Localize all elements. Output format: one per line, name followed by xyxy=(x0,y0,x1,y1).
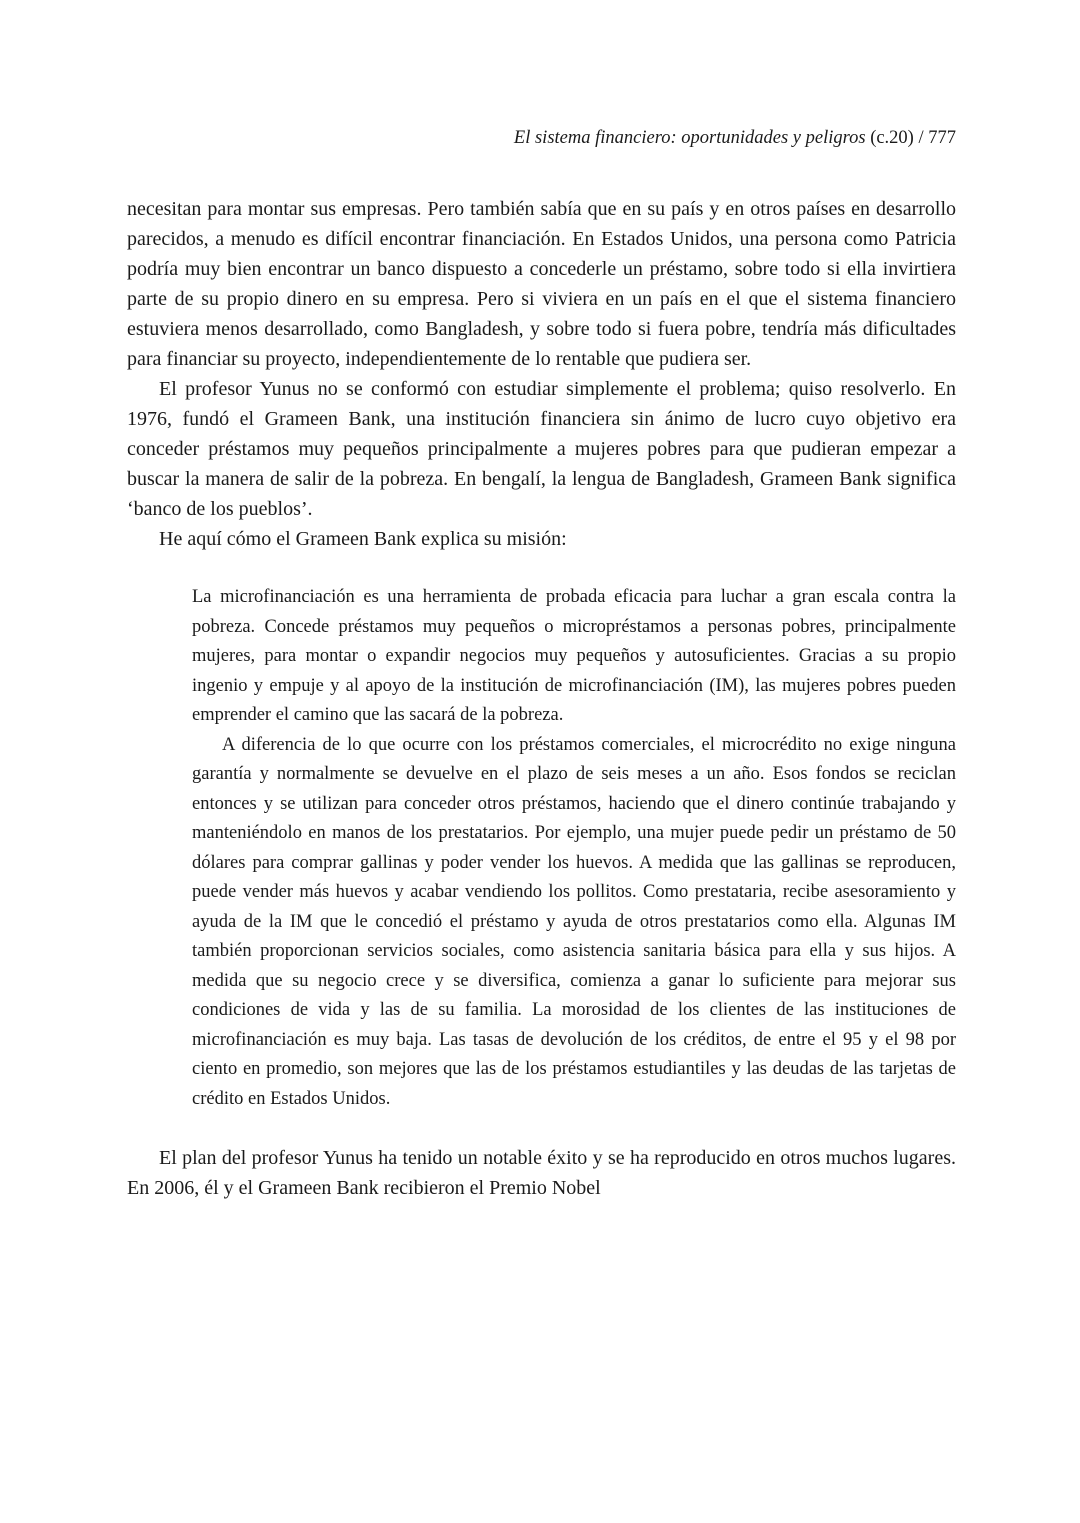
blockquote-grameen-mission xyxy=(192,583,956,1114)
blockquote-paragraph-1: La microfinanciación es una herramienta de probada eficacia para luchar a gran escala contra la pobreza. Concede préstamos muy pequeños o micropréstamos a personas pobres, principalmente mujeres, para montar o expandir negocios muy pequeños y autosuficientes. Gracias a su propio ingenio y empuje y al apoyo de la institución de microfinanciación (IM), las mujeres pobres pueden emprender el camino que las sacará de la pobreza. xyxy=(192,587,956,725)
running-header-page-number: (c.20) / 777 xyxy=(865,128,956,148)
paragraph-nobel: El plan del profesor Yunus ha tenido un notable éxito y se ha reproducido en otros muchos lugares. En 2006, él y el Grameen Bank recibieron el Premio Nobel xyxy=(127,1147,956,1199)
paragraph-yunus: El profesor Yunus no se conformó con estudiar simplemente el problema; quiso resolverlo. En 1976, fundó el Grameen Bank, una institución financiera sin ánimo de lucro cuyo objetivo era conceder préstamos muy pequeños principalmente a mujeres pobres para que pudieran empezar a buscar la manera de salir de la pobreza. En bengalí, la lengua de Bangladesh, Grameen Bank significa ‘banco de los pueblos’. xyxy=(127,378,956,520)
body-text xyxy=(127,194,956,1203)
paragraph-continued: necesitan para montar sus empresas. Pero también sabía que en su país y en otros países en desarrollo parecidos, a menudo es difícil encontrar financiación. En Estados Unidos, una persona como Patricia podría muy bien encontrar un banco dispuesto a concederle un préstamo, sobre todo si ella invirtiera parte de su propio dinero en su empresa. Pero si viviera en un país en el que el sistema financiero estuviera menos desarrollado, como Bangladesh, y sobre todo si fuera pobre, tendría más dificultades para financiar su proyecto, independientemente de lo rentable que pudiera ser. xyxy=(127,198,956,370)
paragraph-mission-intro: He aquí cómo el Grameen Bank explica su misión: xyxy=(159,528,567,550)
running-header xyxy=(127,126,956,150)
blockquote-paragraph-2: A diferencia de lo que ocurre con los préstamos comerciales, el microcrédito no exige ninguna garantía y normalmente se devuelve en el plazo de seis meses a un año. Esos fondos se reciclan entonces y se utilizan para conceder otros préstamos, haciendo que el dinero continúe trabajando y manteniéndolo en manos de los prestatarios. Por ejemplo, una mujer puede pedir un préstamo de 50 dólares para comprar gallinas y poder vender los huevos. A medida que las gallinas se reproducen, puede vender más huevos y acabar vendiendo los pollitos. Como prestataria, recibe asesoramiento y ayuda de la IM que le concedió el préstamo y ayuda de otros prestatarios como ella. Algunas IM también proporcionan servicios sociales, como asistencia sanitaria básica para ella y sus hijos. A medida que su negocio crece y se diversifica, comienza a ganar lo suficiente para mejorar sus condiciones de vida y las de su familia. La morosidad de los clientes de las instituciones de microfinanciación es muy baja. Las tasas de devolución de los créditos, de entre el 95 y el 98 por ciento en promedio, son mejores que las de los préstamos estudiantiles y las deudas de las tarjetas de crédito en Estados Unidos. xyxy=(192,734,956,1109)
running-header-title: El sistema financiero: oportunidades y peligros xyxy=(513,128,866,148)
page-content xyxy=(127,126,956,1203)
